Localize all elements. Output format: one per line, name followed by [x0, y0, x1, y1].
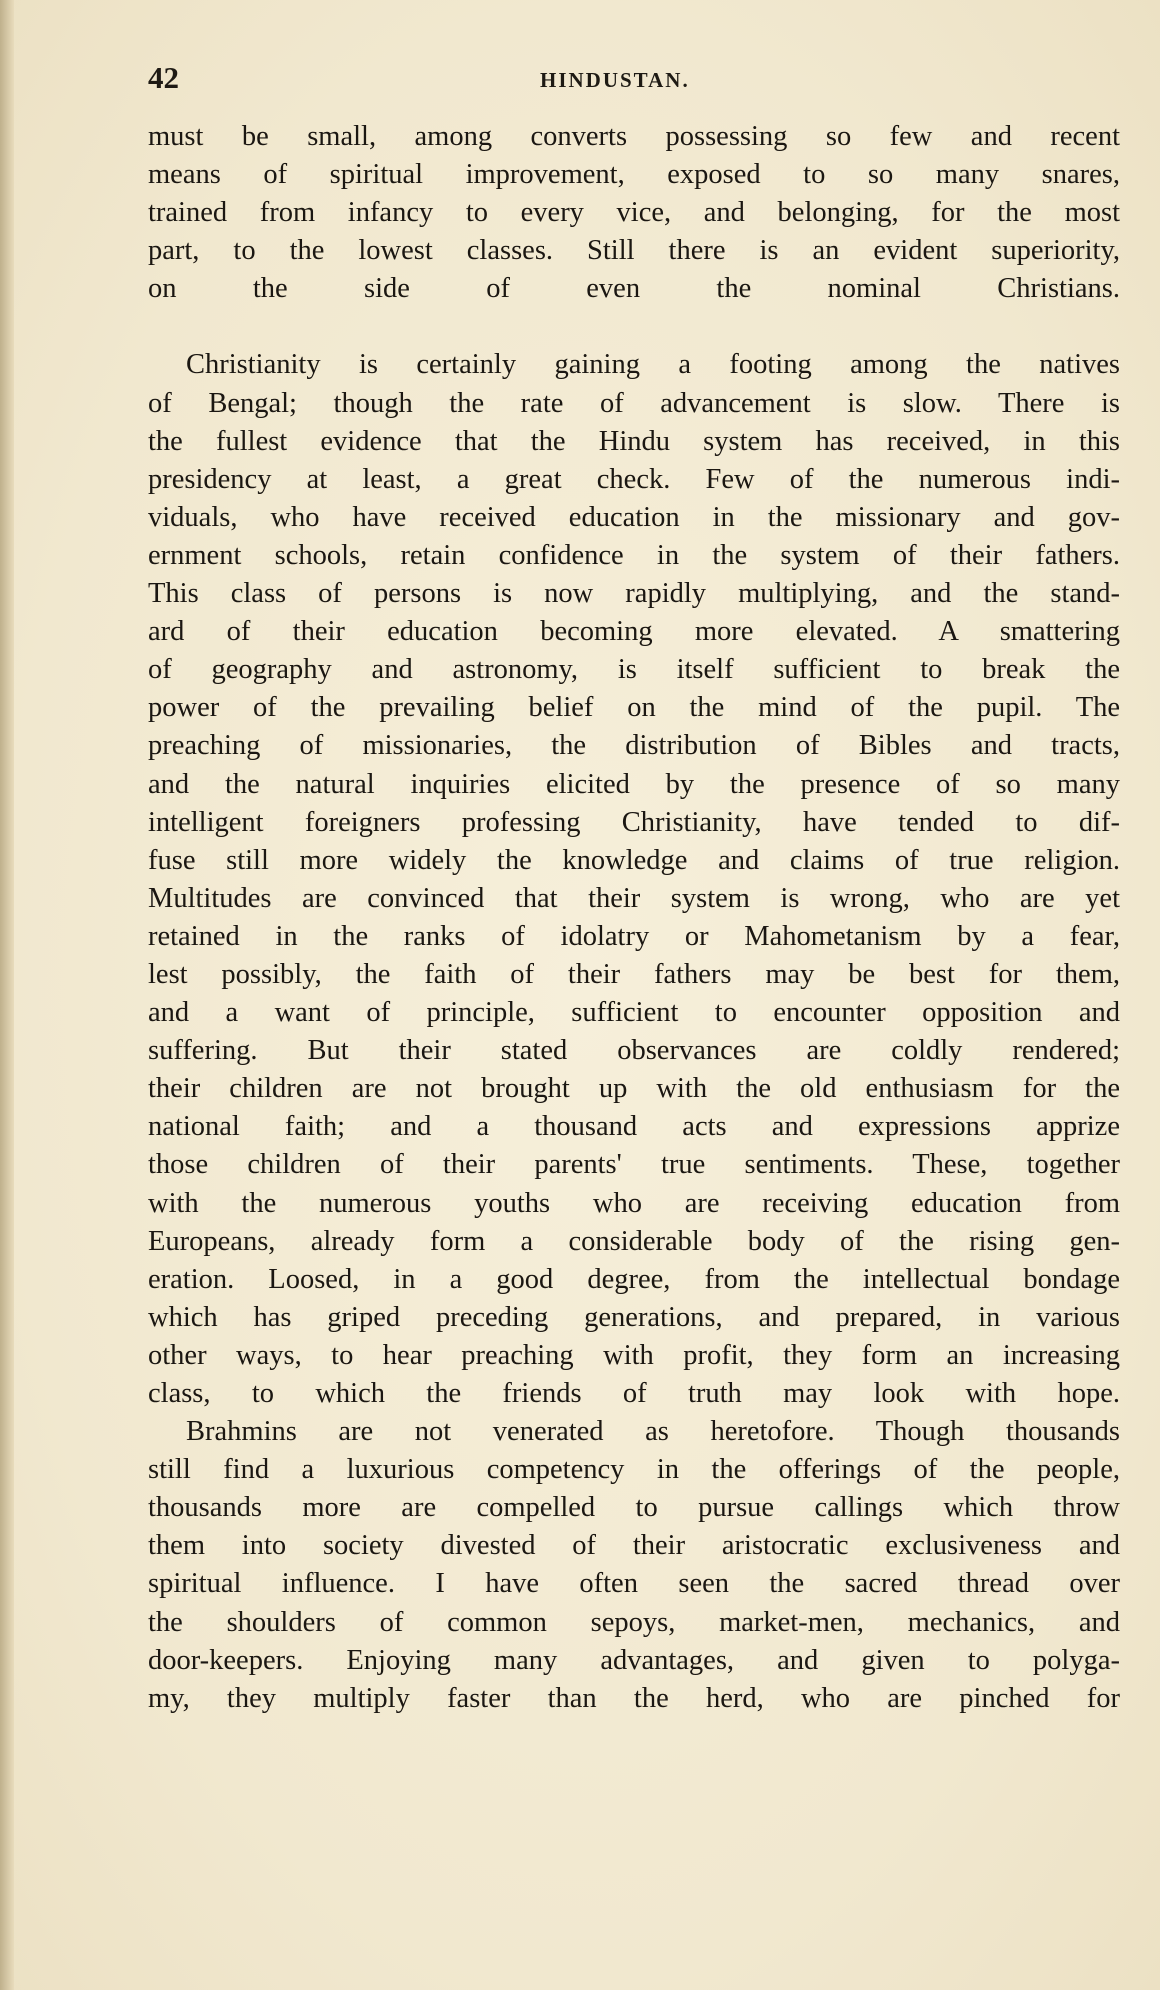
text-line: Europeans, already form a considerable body of the rising gen- — [148, 1225, 1120, 1257]
paragraph-2 — [148, 346, 1120, 1413]
text-line: still find a luxurious competency in the offerings of the people, — [148, 1454, 1120, 1486]
text-line: my, they multiply faster than the herd, who are pinched for — [148, 1682, 1120, 1714]
text-line: national faith; and a thousand acts and expressions apprize — [148, 1111, 1120, 1143]
text-line: which has griped preceding generations, and prepared, in various — [148, 1301, 1120, 1333]
text-line: those children of their parents' true sentiments. These, together — [148, 1149, 1120, 1181]
text-line: ard of their education becoming more elevated. A smattering — [148, 616, 1120, 648]
text-line: of Bengal; though the rate of advancement is slow. There is — [148, 387, 1120, 419]
page-number: 42 — [148, 60, 179, 95]
page-gutter-shadow — [0, 0, 14, 1990]
text-line: thousands more are compelled to pursue callings which throw — [148, 1492, 1120, 1524]
paragraph-1 — [148, 118, 1120, 308]
text-line: of geography and astronomy, is itself sufficient to break the — [148, 654, 1120, 686]
text-line: and a want of principle, sufficient to encounter opposition and — [148, 997, 1120, 1029]
paragraph-3 — [148, 1413, 1120, 1718]
text-line: This class of persons is now rapidly multiplying, and the stand- — [148, 578, 1120, 610]
text-line: eration. Loosed, in a good degree, from the intellectual bondage — [148, 1263, 1120, 1295]
text-line: must be small, among converts possessing so few and recent — [148, 121, 1120, 152]
text-line: Christianity is certainly gaining a footing among the natives — [186, 349, 1120, 381]
text-line: door-keepers. Enjoying many advantages, and given to polyga- — [148, 1644, 1120, 1676]
text-line: the fullest evidence that the Hindu system has received, in this — [148, 425, 1120, 457]
text-line: viduals, who have received education in the missionary and gov- — [148, 501, 1120, 533]
text-line: other ways, to hear preaching with profit, they form an increasing — [148, 1339, 1120, 1371]
running-title: HINDUSTAN. — [540, 68, 690, 92]
text-line: intelligent foreigners professing Christianity, have tended to dif- — [148, 806, 1120, 838]
text-line: their children are not brought up with the old enthusiasm for the — [148, 1073, 1120, 1105]
text-line: them into society divested of their aristocratic exclusiveness and — [148, 1530, 1120, 1562]
text-line: means of spiritual improvement, exposed to so many snares, — [148, 159, 1120, 191]
text-line: suffering. But their stated observances are coldly rendered; — [148, 1035, 1120, 1067]
text-line: the shoulders of common sepoys, market-men, mechanics, and — [148, 1606, 1120, 1638]
text-line: part, to the lowest classes. Still there is an evident superiority, — [148, 235, 1120, 267]
text-line: Brahmins are not venerated as heretofore. Though thousands — [186, 1416, 1120, 1448]
text-line: class, to which the friends of truth may look with hope. — [148, 1378, 1120, 1409]
text-line: ernment schools, retain confidence in the system of their fathers. — [148, 539, 1120, 571]
text-line: lest possibly, the faith of their fathers may be best for them, — [148, 958, 1120, 990]
text-line: and the natural inquiries elicited by the presence of so many — [148, 768, 1120, 800]
text-line: on the side of even the nominal Christians. — [148, 273, 1120, 305]
text-line: spiritual influence. I have often seen the sacred thread over — [148, 1568, 1120, 1600]
text-line: with the numerous youths who are receiving education from — [148, 1187, 1120, 1219]
text-line: trained from infancy to every vice, and belonging, for the most — [148, 197, 1120, 229]
text-line: fuse still more widely the knowledge and claims of true religion. — [148, 844, 1120, 876]
running-head — [148, 60, 1128, 100]
text-line: presidency at least, a great check. Few of the numerous indi- — [148, 463, 1120, 495]
body-text — [148, 118, 1120, 1718]
text-line: Multitudes are convinced that their system is wrong, who are yet — [148, 882, 1120, 914]
text-line: power of the prevailing belief on the mind of the pupil. The — [148, 692, 1120, 724]
text-line: retained in the ranks of idolatry or Mahometanism by a fear, — [148, 920, 1120, 952]
text-line: preaching of missionaries, the distribution of Bibles and tracts, — [148, 730, 1120, 762]
paragraph-spacer — [148, 308, 1120, 346]
